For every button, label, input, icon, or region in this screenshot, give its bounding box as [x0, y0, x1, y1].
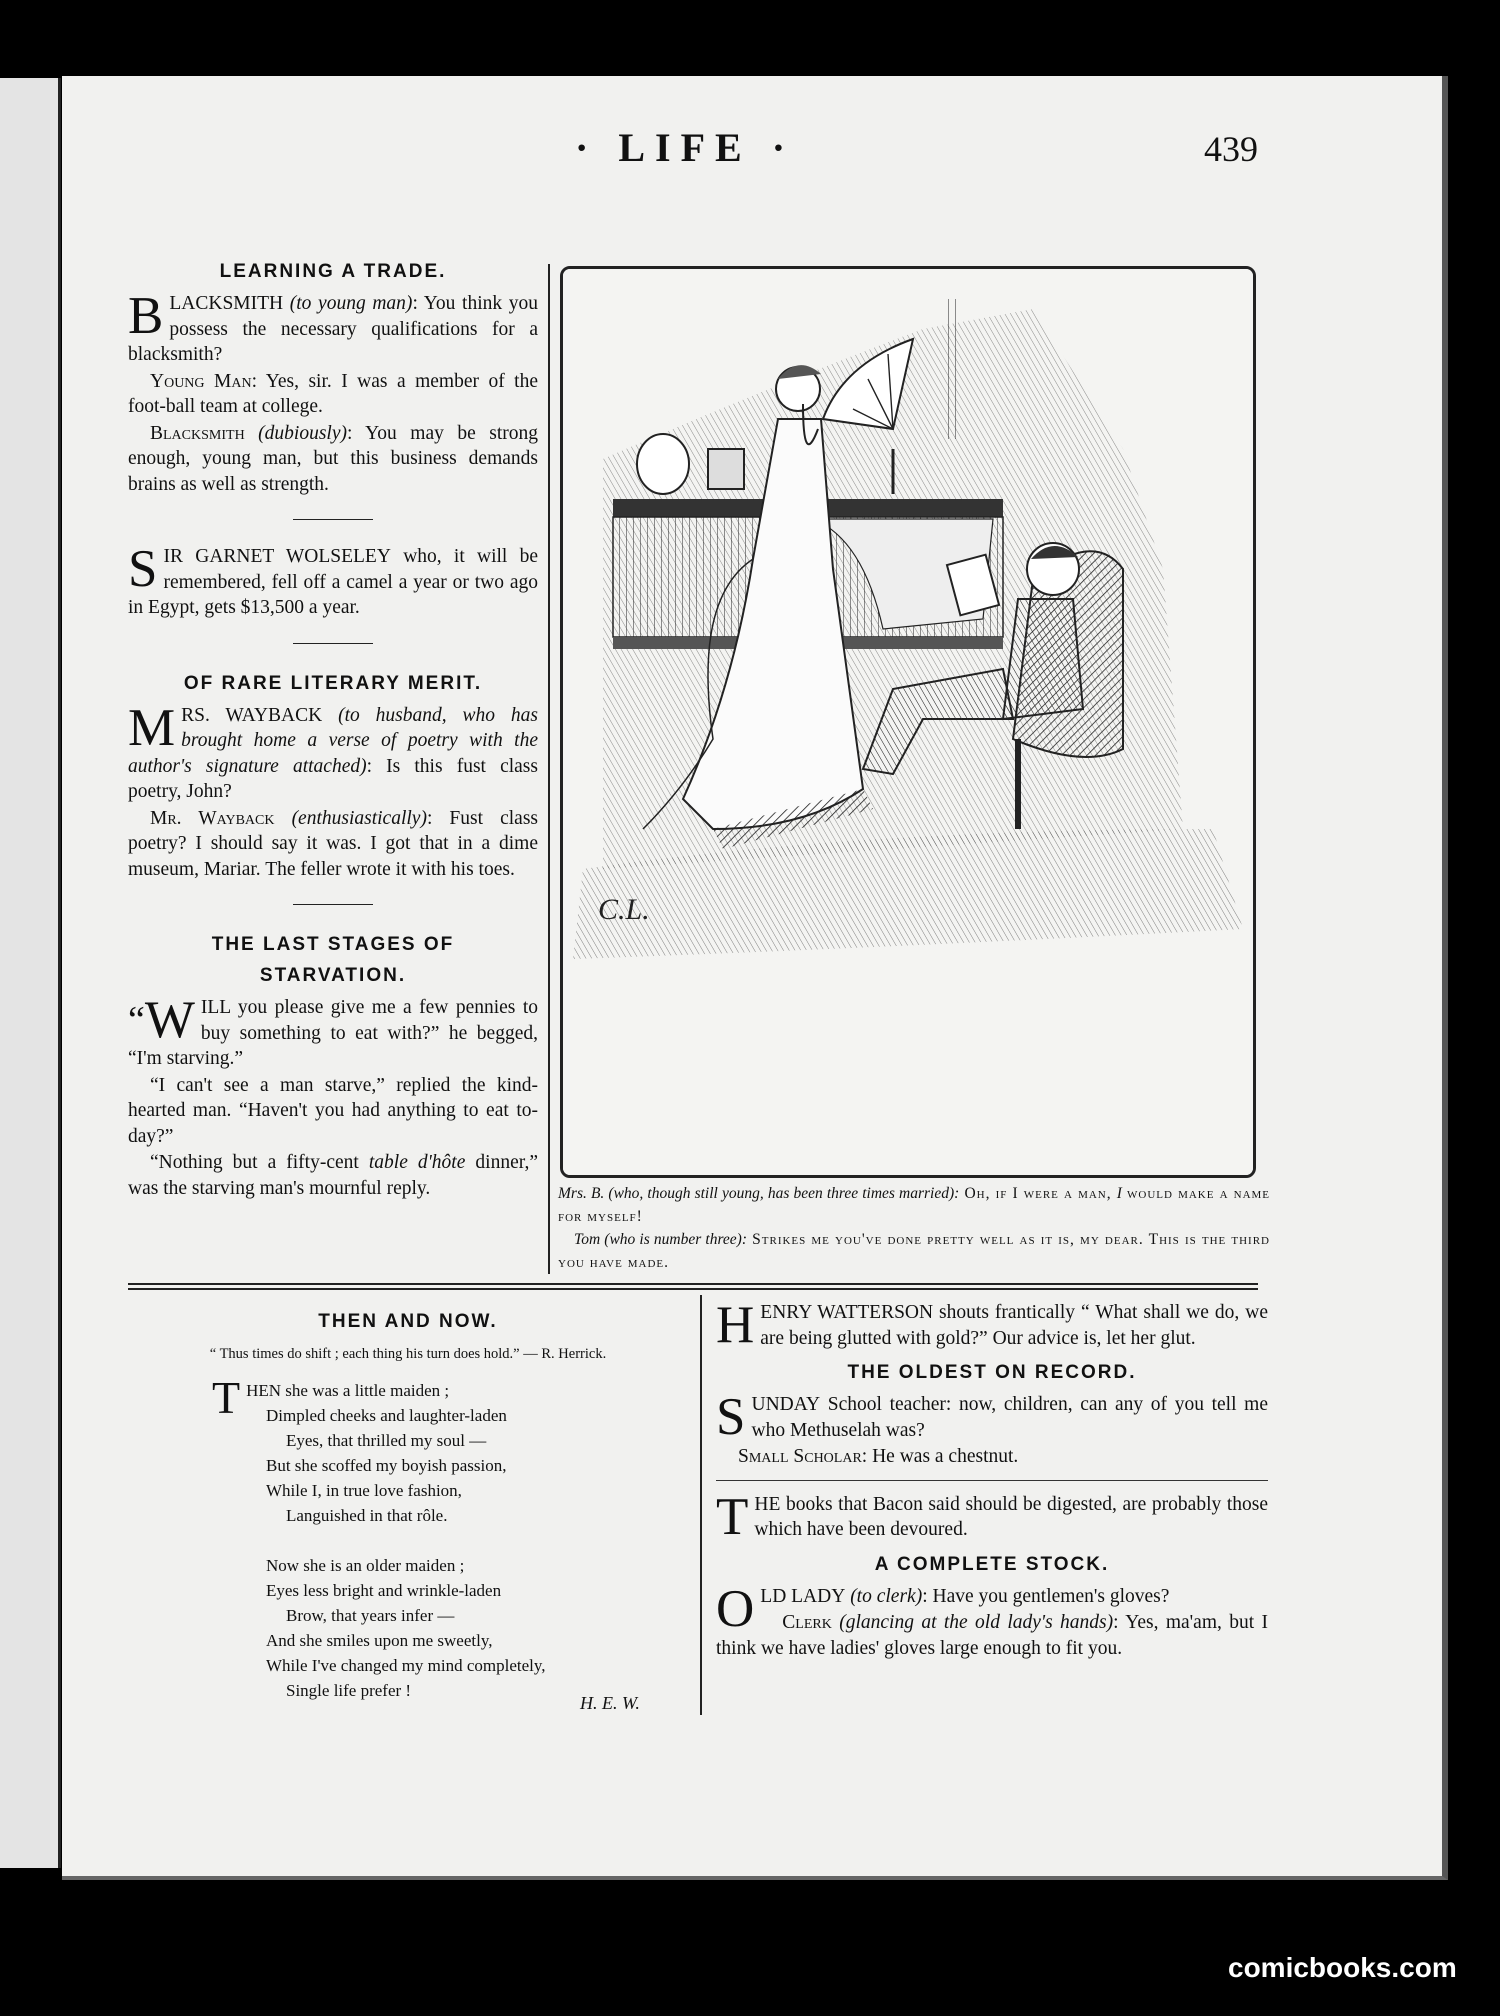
paragraph [128, 806, 538, 883]
body-text-italic: table d'hôte [368, 1152, 466, 1173]
speaker: LD LADY [760, 1585, 846, 1607]
dialogue: : Have you gentlemen's gloves? [922, 1585, 1170, 1607]
paragraph [128, 698, 538, 805]
dialogue: : Fust class poetry? I should say it was. I got that in a dime museum, Mariar. The feller wrote it with his toes. [128, 807, 538, 880]
name: HE [754, 1493, 781, 1515]
caption-line [558, 1182, 1270, 1228]
drop-cap: O [716, 1579, 755, 1638]
engraving-drawing [563, 269, 1253, 1175]
illustration [560, 266, 1256, 1178]
paragraph [128, 287, 538, 368]
heading-complete-stock: A COMPLETE STOCK. [874, 1553, 1110, 1575]
stage-direction: (to clerk) [850, 1585, 923, 1607]
adjacent-page-edge [0, 78, 61, 1868]
paragraph [128, 1150, 538, 1201]
body-text: ILL you please give me a few pennies to buy something to eat with?” he begged, “I'm starving.” [128, 997, 538, 1069]
poem-line: Eyes, that thrilled my soul — [286, 1431, 487, 1450]
stage-direction: (glancing at the old lady's hands) [839, 1612, 1114, 1633]
dialogue: : Is this fust class poetry, John? [128, 755, 538, 802]
poem-line: And she smiles upon me sweetly, [266, 1631, 493, 1650]
speaker: Blacksmith [150, 422, 245, 444]
dialogue: : Yes, sir. I was a member of the foot-ball team at college. [128, 370, 538, 417]
divider [716, 1480, 1268, 1482]
dialogue: : Yes, ma'am, but I think we have ladies' gloves large enough to fit you. [716, 1612, 1269, 1659]
poem-line: Now she is an older maiden ; [266, 1556, 465, 1575]
section-divider [128, 1283, 1258, 1290]
stanza-break [212, 1528, 546, 1553]
paragraph [716, 1296, 1268, 1354]
poem-signature: H. E. W. [580, 1693, 640, 1713]
poem-line: While I, in true love fashion, [266, 1481, 462, 1500]
poem-line: Dimpled cheeks and laughter-laden [266, 1406, 507, 1425]
stage-direction: (dubiously) [258, 422, 347, 444]
dialogue: : He was a chestnut. [861, 1446, 1019, 1467]
drop-cap: S [128, 540, 158, 598]
heading-line: STARVATION. [259, 965, 407, 986]
page-number: 439 [1204, 129, 1258, 169]
heading-learning-a-trade: LEARNING A TRADE. [219, 261, 447, 282]
stage-direction: (to husband, who has brought home a verse of poetry with the author's signature attached) [128, 704, 538, 777]
name: ENRY WATTERSON [760, 1302, 934, 1323]
poem-line: Eyes less bright and wrinkle-laden [266, 1581, 502, 1600]
drop-cap: T [716, 1487, 749, 1546]
poem-line: Languished in that rôle. [286, 1506, 448, 1525]
stage-direction: (enthusiastically) [291, 807, 427, 829]
heading-oldest-on-record: THE OLDEST ON RECORD. [847, 1362, 1137, 1383]
speaker: Young Man [150, 370, 252, 392]
drop-cap: H [716, 1296, 755, 1354]
divider [293, 519, 373, 520]
dialogue: : You think you possess the necessary qualifications for a blacksmith? [128, 293, 538, 365]
poem-line: Brow, that years infer — [286, 1606, 455, 1625]
stage-direction: (to young man) [289, 293, 413, 314]
divider [293, 904, 373, 905]
drop-cap: W [144, 991, 195, 1049]
paragraph: “I can't see a man starve,” replied the kind-hearted man. “Haven't you had anything to eat to-day?” [128, 1074, 538, 1147]
illustration-caption [558, 1182, 1270, 1274]
divider [293, 643, 373, 644]
caption-speaker: Tom (who is number three): [574, 1231, 747, 1248]
body-text: shouts frantically “ What shall we do, we are being glutted with gold?” Our advice is, let her glut. [760, 1302, 1268, 1349]
caption-line [558, 1228, 1270, 1274]
paragraph [716, 1388, 1268, 1446]
poem-line: While I've changed my mind completely, [266, 1656, 546, 1675]
paragraph [128, 540, 538, 621]
right-column [716, 1296, 1269, 1662]
paragraph [128, 421, 538, 498]
caption-speaker: Mrs. B. (who, though still young, has been three times married): [558, 1185, 960, 1202]
name: IR GARNET WOLSELEY [163, 546, 391, 567]
drop-cap: S [716, 1388, 746, 1446]
heading-line: THE LAST STAGES OF [211, 934, 455, 955]
masthead: · LIFE · [575, 125, 796, 170]
column-rule [700, 1295, 702, 1715]
watermark: comicbooks.com [1228, 1952, 1457, 1983]
speaker: UNDAY [751, 1394, 821, 1415]
speaker: Clerk [782, 1612, 832, 1633]
dialogue: School teacher: now, children, can any of you tell me who Methuselah was? [751, 1394, 1268, 1441]
paragraph [128, 991, 538, 1072]
paragraph [716, 1487, 1268, 1546]
left-column [128, 256, 538, 1202]
drop-cap: B [128, 287, 164, 345]
column-rule [548, 264, 550, 1274]
dialogue: : You may be strong enough, young man, but this business demands brains as well as strength. [128, 422, 538, 495]
caption-emphasis: I [1116, 1185, 1122, 1202]
poem [212, 1372, 546, 1703]
poem-line: But she scoffed my boyish passion, [266, 1456, 507, 1475]
drop-cap: T [212, 1372, 241, 1423]
paragraph [716, 1610, 1268, 1661]
speaker: Small Scholar [738, 1446, 862, 1467]
paragraph [128, 369, 538, 420]
poem-text: HEN she was a little maiden ; [246, 1381, 450, 1400]
body-text: who, it will be remembered, fell off a camel a year or two ago in Egypt, gets $13,500 a year. [128, 546, 538, 618]
paragraph [716, 1444, 1268, 1470]
caption-dialogue: Oh, if I were a man, [959, 1185, 1117, 1202]
body-text: “Nothing but a fifty-cent [150, 1152, 369, 1173]
poem-title: THEN AND NOW. [318, 1311, 498, 1332]
speaker: Mr. Wayback [150, 807, 275, 829]
poem-epigraph: “ Thus times do shift ; each thing his turn does hold.” — R. Herrick. [209, 1346, 607, 1362]
caption-dialogue: Strikes me you've done pretty well as it is, my dear. This is the third you have made. [558, 1231, 1270, 1271]
drop-cap: M [128, 698, 176, 757]
speaker: LACKSMITH [169, 293, 284, 314]
heading-last-stages-of-starvation [128, 929, 538, 991]
body-text: books that Bacon said should be digested, are probably those which have been devoured. [754, 1493, 1268, 1540]
heading-rare-literary-merit: OF RARE LITERARY MERIT. [183, 672, 483, 694]
opening-quote: “ [128, 999, 145, 1041]
speaker: RS. WAYBACK [181, 704, 323, 726]
caption-dialogue: would make a name for myself! [558, 1185, 1271, 1225]
artist-signature: C.L. [598, 893, 650, 926]
body-text: dinner,” was the starving man's mournful reply. [128, 1152, 538, 1199]
poem-line: Single life prefer ! [286, 1681, 412, 1700]
